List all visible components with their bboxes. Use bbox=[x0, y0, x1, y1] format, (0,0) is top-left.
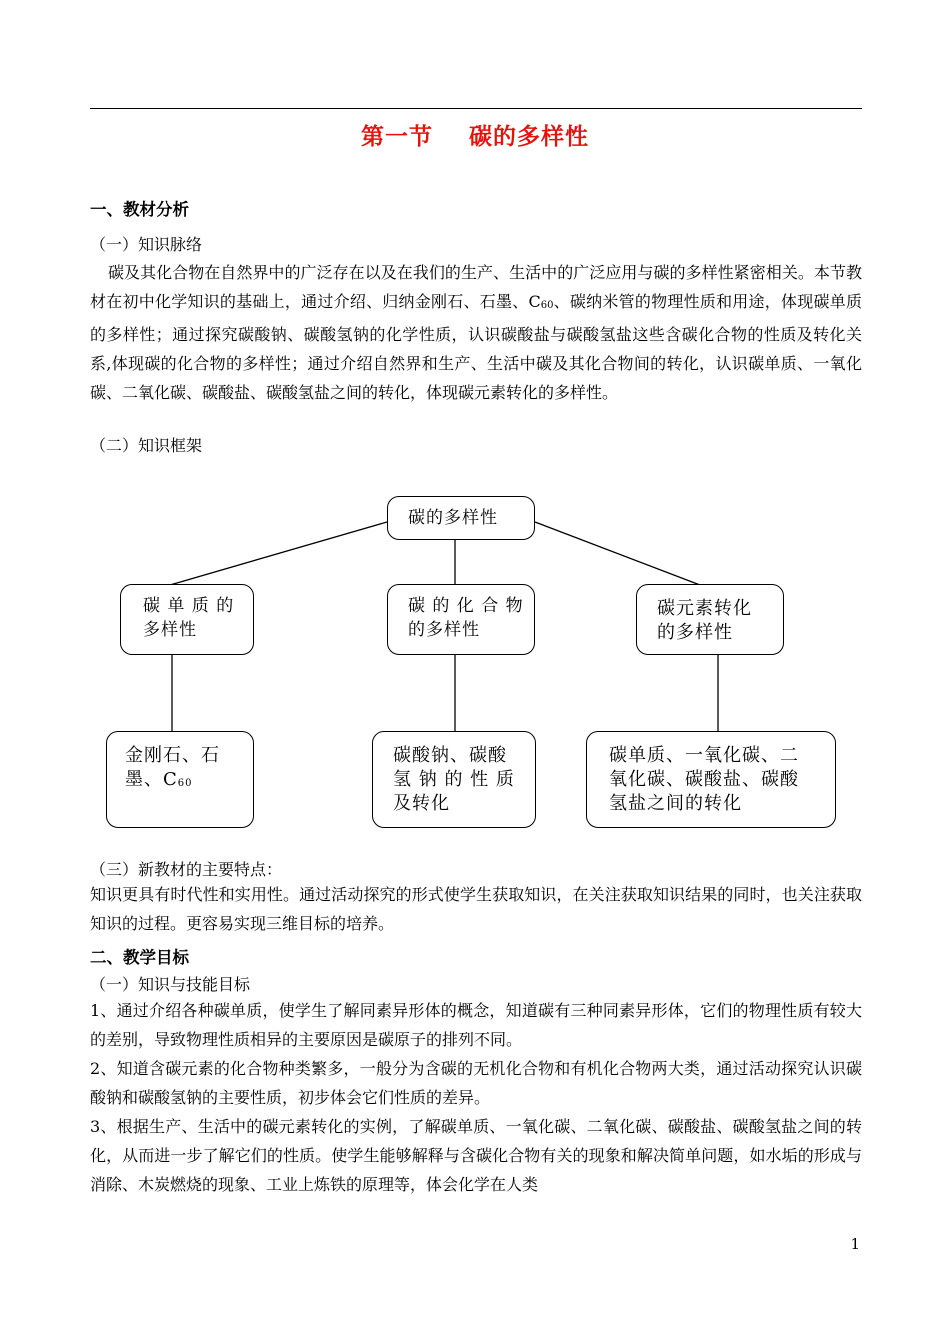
page-number: 1 bbox=[850, 1235, 860, 1253]
page-title: 第一节 碳的多样性 bbox=[360, 124, 590, 150]
diagram-leaf-allotropes bbox=[106, 731, 254, 828]
objective-item-1: 1、通过介绍各种碳单质，使学生了解同素异形体的概念，知道碳有三种同素异形体，它们的物理性质有较大的差别，导致物理性质相异的主要原因是碳原子的排列不同。 bbox=[90, 1001, 862, 1049]
leaf-text: 墨、C bbox=[125, 769, 178, 790]
objective-item-2: 2、知道含碳元素的化合物种类繁多，一般分为含碳的无机化合物和有机化合物两大类，通过活动探究认识碳酸钠和碳酸氢钠的主要性质，初步体会它们性质的差异。 bbox=[90, 1059, 862, 1107]
node-line: 多样性 bbox=[143, 620, 197, 640]
node-line: 碳元素转化 bbox=[657, 598, 752, 619]
connector-root-left bbox=[170, 522, 387, 585]
section-heading-analysis: 一、教材分析 bbox=[90, 200, 189, 219]
node-line: 碳 单 质 的 bbox=[143, 596, 235, 616]
leaf-line: 氢盐之间的转化 bbox=[609, 793, 742, 814]
objective-item-3: 3、根据生产、生活中的碳元素转化的实例，了解碳单质、一氧化碳、二氧化碳、碳酸盐、碳酸氢盐之间的转化，从而进一步了解它们的性质。使学生能够解释与含碳化合物有关的现象和解决简单问题，如水垢的形成与消除、木炭燃烧的现象、工业上炼铁的原理等，体会化学在人类 bbox=[90, 1117, 862, 1194]
leaf-line: 及转化 bbox=[393, 793, 450, 814]
leaf-line: 碳酸钠、碳酸 bbox=[393, 745, 507, 766]
section-heading-objectives: 二、教学目标 bbox=[90, 948, 189, 967]
diagram-root-node bbox=[387, 496, 535, 540]
diagram-node-transformation bbox=[636, 584, 784, 655]
paragraph-text-rest: 、碳纳米管的物理性质和用途，体现碳单质的多样性；通过探究碳酸钠、碳酸氢钠的化学性质，认识碳酸盐与碳酸氢盐这些含碳化合物的性质及转化关系,体现碳的化合物的多样性；通过介绍自然界和生产、生活中碳及其化合物间的转化，认识碳单质、一氧化碳、二氧化碳、碳酸盐、碳酸氢盐之间的转化，体现碳元素转化的多样性。 bbox=[90, 292, 862, 402]
subheading-knowledge-framework: （二）知识框架 bbox=[90, 436, 203, 455]
root-label: 碳的多样性 bbox=[408, 508, 498, 528]
leaf-line: 碳单质、一氧化碳、二 bbox=[609, 745, 799, 766]
diagram-node-compounds bbox=[387, 584, 535, 655]
paragraph-text: 碳及其化合物在自然界中的广泛存在以及在我们的生产、生活中的广泛应用与碳的多样性紧密相关。本节教材在初中化学知识的基础上，通过介绍、归纳金刚石、石墨、C bbox=[90, 263, 862, 311]
paragraph-new-features: 知识更具有时代性和实用性。通过活动探究的形式使学生获取知识，在关注获取知识结果的同时，也关注获取知识的过程。更容易实现三维目标的培养。 bbox=[90, 885, 862, 933]
subheading-knowledge-context: （一）知识脉络 bbox=[90, 235, 203, 254]
connector-root-right bbox=[535, 522, 700, 585]
diagram-leaf-carbonates bbox=[372, 731, 536, 828]
diagram-leaf-conversions bbox=[586, 731, 836, 828]
leaf-line: 氧化碳、碳酸盐、碳酸 bbox=[609, 769, 799, 790]
leaf-line: 氢 钠 的 性 质 bbox=[393, 769, 515, 790]
node-line: 的多样性 bbox=[408, 620, 480, 640]
diagram-node-elemental bbox=[120, 584, 254, 655]
subheading-new-features: （三）新教材的主要特点： bbox=[90, 860, 283, 879]
subscript-60: 60 bbox=[177, 778, 193, 789]
subheading-knowledge-skills: （一）知识与技能目标 bbox=[90, 975, 251, 994]
leaf-line: 金刚石、石 bbox=[125, 745, 220, 766]
node-line: 的多样性 bbox=[657, 622, 733, 643]
node-line: 碳 的 化 合 物 bbox=[408, 596, 524, 616]
subscript-60: 60 bbox=[540, 300, 554, 311]
leaf-line-2 bbox=[125, 768, 253, 796]
